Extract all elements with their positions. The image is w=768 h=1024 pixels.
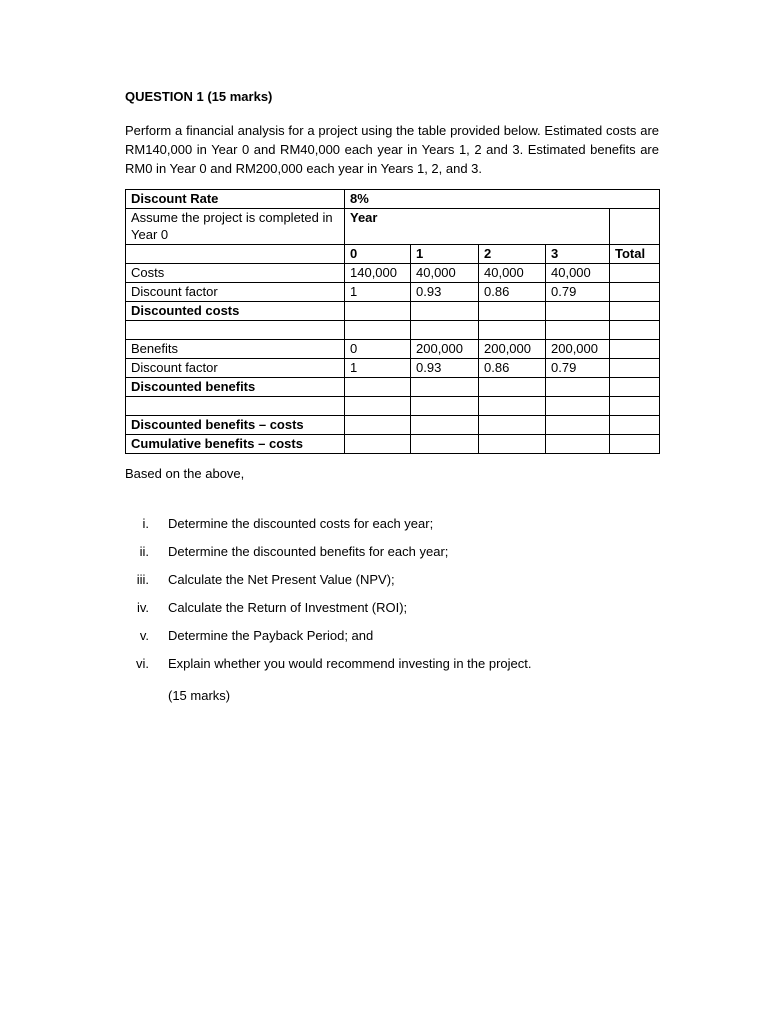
cost-value: 40,000 bbox=[546, 264, 610, 283]
task-text: Explain whether you would recommend investing in the project. bbox=[168, 656, 532, 671]
task-text: Calculate the Net Present Value (NPV); bbox=[168, 572, 395, 587]
question-intro: Perform a financial analysis for a project using the table provided below. Estimated costs are RM140,000 in Year 0 and RM40,000 each year in Years 1, 2 and 3. Estimated benefits are RM0 in Year 0 and RM200,000 each year in Years 1, 2, and 3. bbox=[125, 123, 659, 176]
year-label: Year bbox=[345, 209, 610, 245]
benefits-row bbox=[126, 340, 660, 359]
task-list bbox=[125, 516, 665, 684]
benefit-total bbox=[610, 340, 660, 359]
table-cell bbox=[610, 209, 660, 245]
marks-note: (15 marks) bbox=[168, 688, 231, 703]
discounted-costs-label: Discounted costs bbox=[126, 302, 345, 321]
task-item bbox=[125, 600, 665, 628]
discounted-benefits-row bbox=[126, 378, 660, 397]
discount-factor: 0.79 bbox=[546, 283, 610, 302]
table-cell bbox=[411, 378, 479, 397]
based-on-text: Based on the above, bbox=[125, 466, 245, 481]
task-number: iii. bbox=[136, 572, 149, 587]
table-cell bbox=[411, 302, 479, 321]
discount-factor: 0.86 bbox=[479, 359, 546, 378]
task-item bbox=[125, 516, 665, 544]
table-cell bbox=[345, 416, 411, 435]
discount-factor: 0.86 bbox=[479, 283, 546, 302]
cost-value: 140,000 bbox=[345, 264, 411, 283]
cost-discount-row bbox=[126, 283, 660, 302]
task-item bbox=[125, 544, 665, 572]
table-cell bbox=[546, 397, 610, 416]
table-cell bbox=[411, 435, 479, 454]
table-cell bbox=[345, 302, 411, 321]
discount-rate-label: Discount Rate bbox=[126, 190, 345, 209]
table-cell bbox=[610, 397, 660, 416]
table-cell bbox=[610, 302, 660, 321]
benefit-value: 200,000 bbox=[546, 340, 610, 359]
blank-row bbox=[126, 321, 660, 340]
assumption-label: Assume the project is completed in Year 0 bbox=[126, 209, 345, 245]
task-item bbox=[125, 572, 665, 600]
cost-total bbox=[610, 264, 660, 283]
benefit-value: 0 bbox=[345, 340, 411, 359]
table-cell bbox=[610, 359, 660, 378]
table-cell bbox=[411, 416, 479, 435]
table-cell bbox=[345, 321, 411, 340]
table-cell bbox=[345, 397, 411, 416]
table-cell bbox=[345, 435, 411, 454]
table-cell bbox=[126, 245, 345, 264]
discount-rate-row bbox=[126, 190, 660, 209]
discounted-costs-row bbox=[126, 302, 660, 321]
table-cell bbox=[411, 321, 479, 340]
task-number: v. bbox=[139, 628, 149, 643]
table-cell bbox=[610, 416, 660, 435]
table-cell bbox=[479, 302, 546, 321]
benefit-value: 200,000 bbox=[479, 340, 546, 359]
task-text: Calculate the Return of Investment (ROI); bbox=[168, 600, 408, 615]
table-cell bbox=[610, 435, 660, 454]
question-title: QUESTION 1 (15 marks) bbox=[125, 89, 273, 104]
task-text: Determine the discounted costs for each year; bbox=[168, 516, 434, 531]
table-cell bbox=[610, 321, 660, 340]
table-cell bbox=[610, 283, 660, 302]
assumption-row bbox=[126, 209, 660, 245]
cumulative-row bbox=[126, 435, 660, 454]
table-cell bbox=[546, 378, 610, 397]
table-cell bbox=[546, 302, 610, 321]
table-cell bbox=[345, 378, 411, 397]
discount-factor: 0.93 bbox=[411, 359, 479, 378]
blank-row bbox=[126, 397, 660, 416]
discount-factor-label: Discount factor bbox=[126, 359, 345, 378]
discount-factor-label: Discount factor bbox=[126, 283, 345, 302]
table-cell bbox=[479, 321, 546, 340]
net-label: Discounted benefits – costs bbox=[126, 416, 345, 435]
costs-label: Costs bbox=[126, 264, 345, 283]
task-number: vi. bbox=[136, 656, 149, 671]
task-item bbox=[125, 656, 665, 684]
task-number: ii. bbox=[139, 544, 149, 559]
task-item bbox=[125, 628, 665, 656]
table-cell bbox=[546, 321, 610, 340]
table-cell bbox=[546, 435, 610, 454]
discount-factor: 1 bbox=[345, 283, 411, 302]
benefit-discount-row bbox=[126, 359, 660, 378]
table-cell bbox=[479, 378, 546, 397]
discounted-benefits-label: Discounted benefits bbox=[126, 378, 345, 397]
cumulative-label: Cumulative benefits – costs bbox=[126, 435, 345, 454]
task-text: Determine the discounted benefits for each year; bbox=[168, 544, 449, 559]
table-cell bbox=[479, 397, 546, 416]
financial-table bbox=[125, 189, 660, 454]
benefit-value: 200,000 bbox=[411, 340, 479, 359]
table-cell bbox=[546, 416, 610, 435]
year-header: 2 bbox=[479, 245, 546, 264]
year-header: 0 bbox=[345, 245, 411, 264]
table-cell bbox=[126, 397, 345, 416]
table-cell bbox=[126, 321, 345, 340]
task-text: Determine the Payback Period; and bbox=[168, 628, 374, 643]
year-header: 1 bbox=[411, 245, 479, 264]
discount-rate-value: 8% bbox=[345, 190, 660, 209]
discount-factor: 0.93 bbox=[411, 283, 479, 302]
net-row bbox=[126, 416, 660, 435]
total-header: Total bbox=[610, 245, 660, 264]
task-number: iv. bbox=[136, 600, 149, 615]
cost-value: 40,000 bbox=[411, 264, 479, 283]
discount-factor: 1 bbox=[345, 359, 411, 378]
year-header-row bbox=[126, 245, 660, 264]
cost-value: 40,000 bbox=[479, 264, 546, 283]
table-cell bbox=[411, 397, 479, 416]
table-cell bbox=[479, 416, 546, 435]
costs-row bbox=[126, 264, 660, 283]
table-cell bbox=[610, 378, 660, 397]
year-header: 3 bbox=[546, 245, 610, 264]
table-cell bbox=[479, 435, 546, 454]
discount-factor: 0.79 bbox=[546, 359, 610, 378]
task-number: i. bbox=[142, 516, 149, 531]
benefits-label: Benefits bbox=[126, 340, 345, 359]
